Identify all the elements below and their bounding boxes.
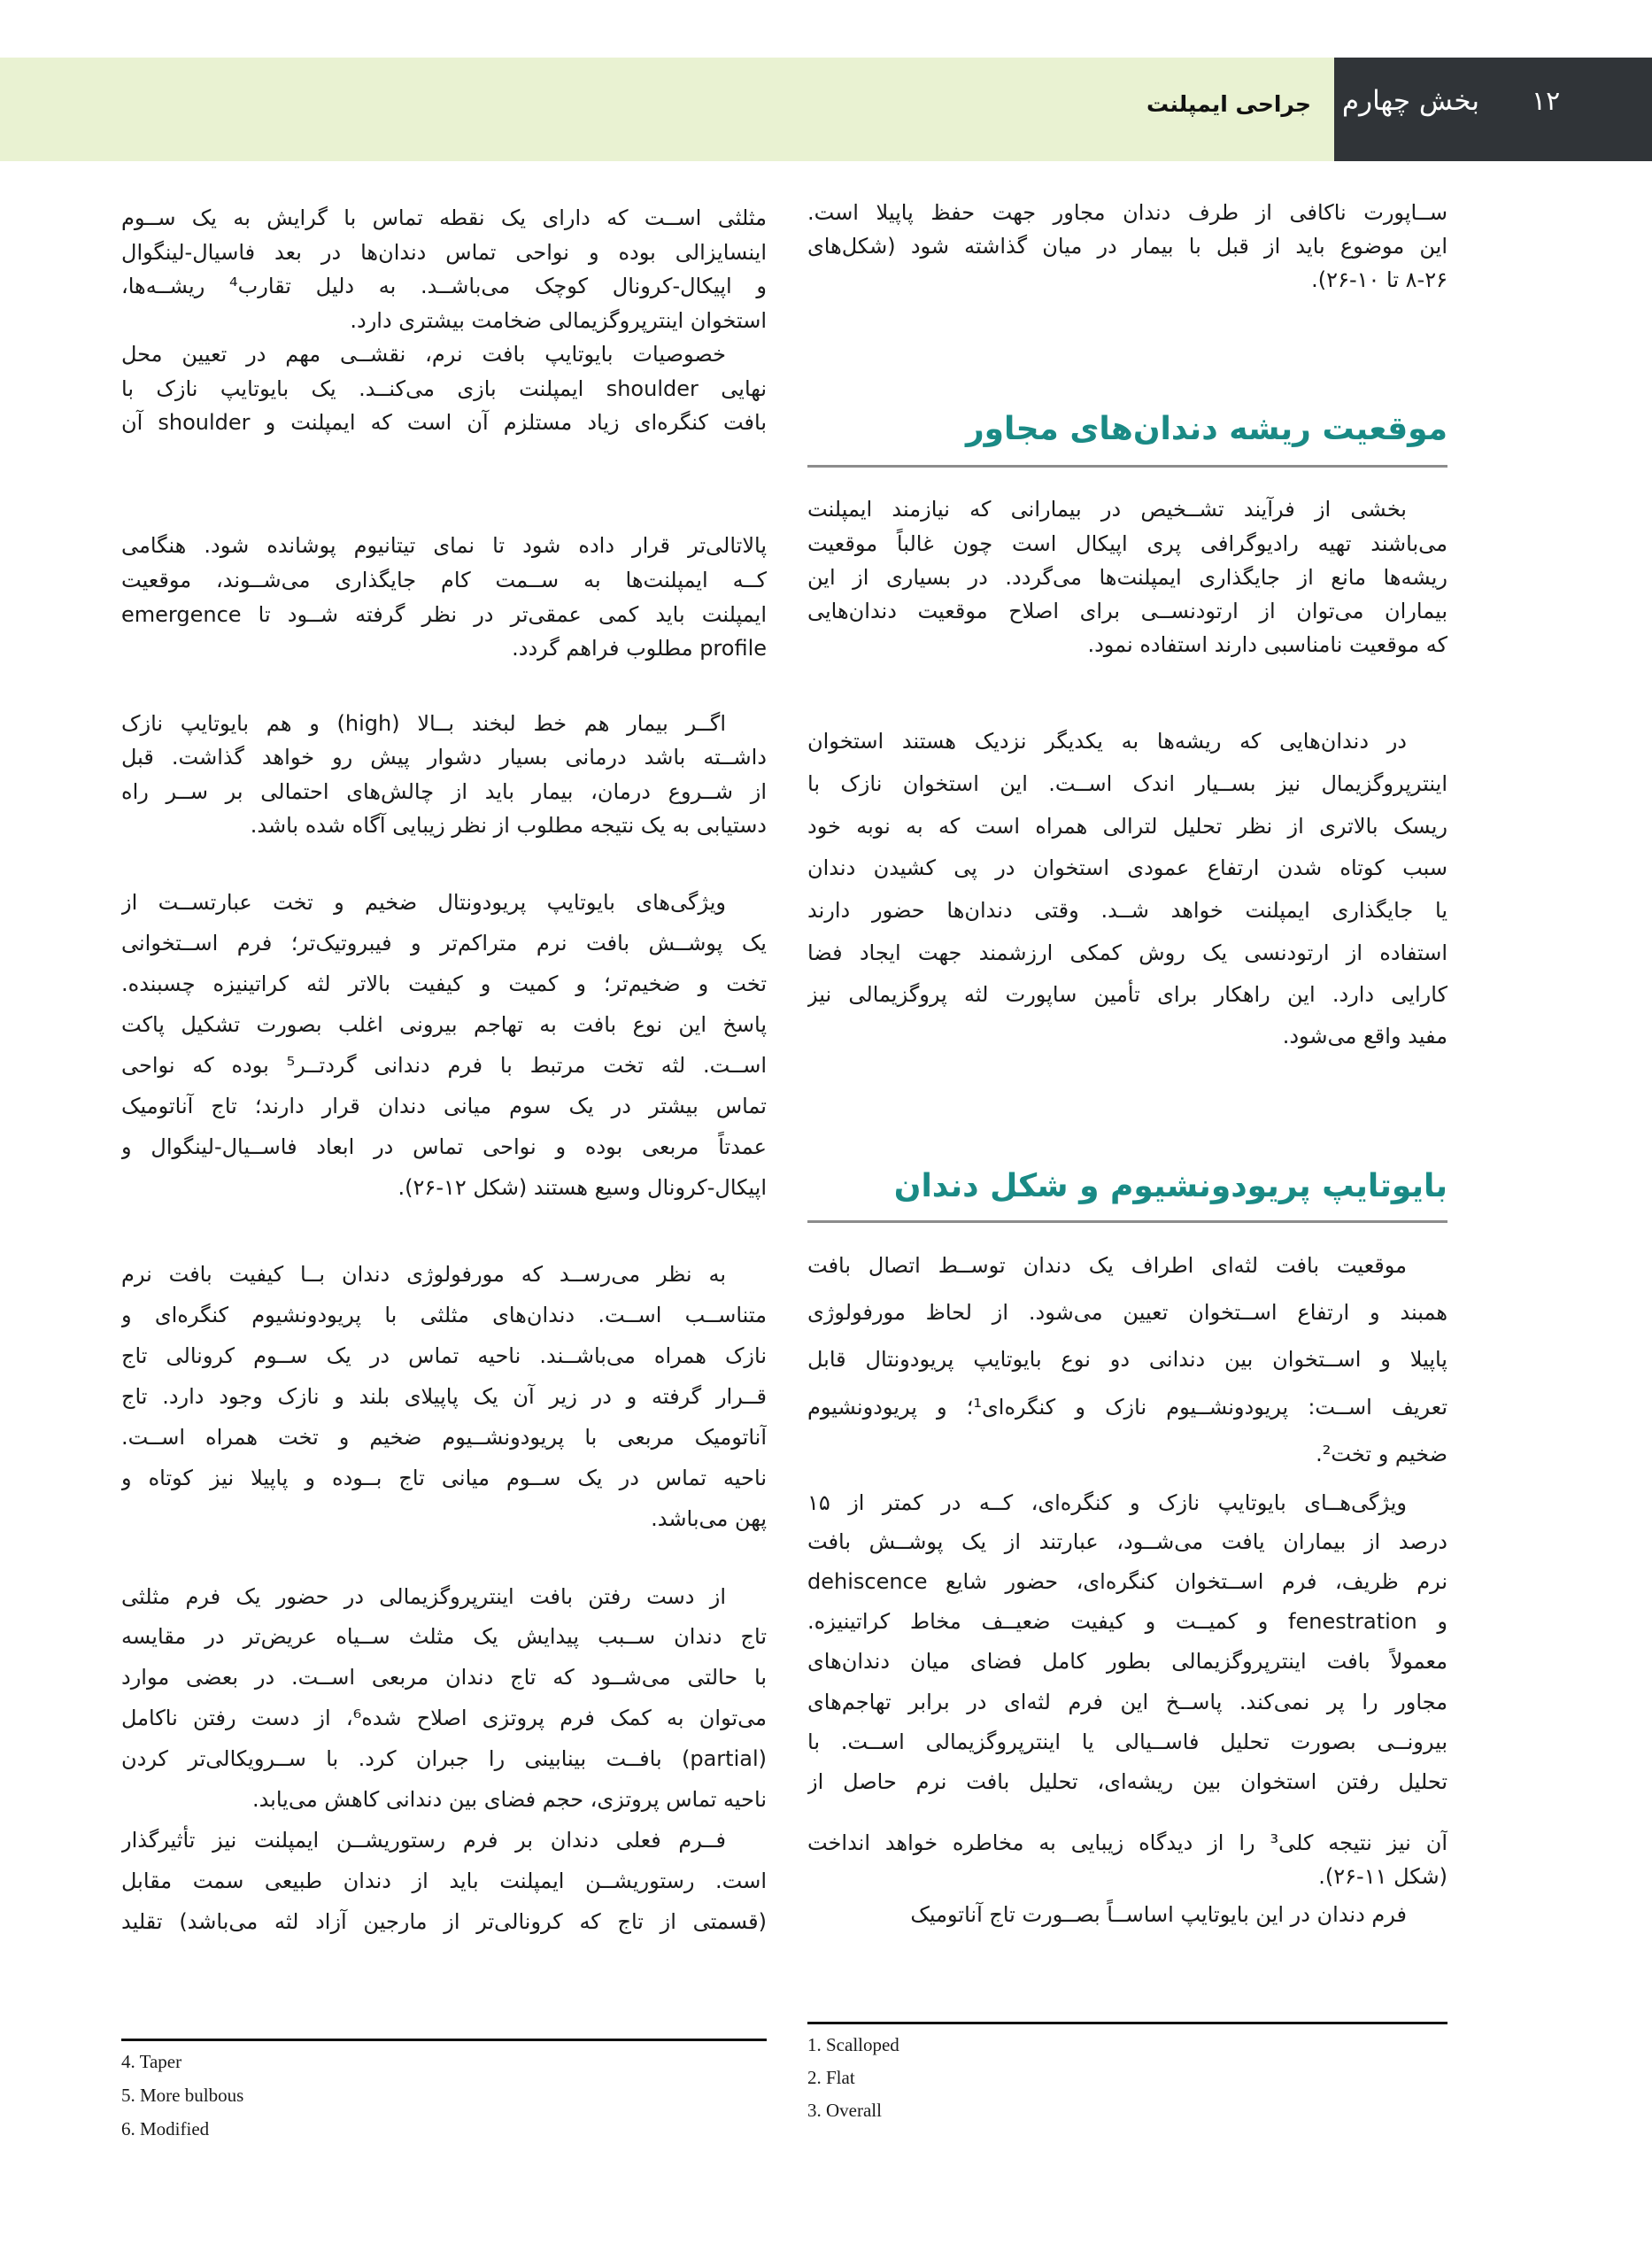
body-line: و اپیکال-کرونال کوچک می‌باشــد. به دلیل تقارب⁴ ریشــه‌ها،	[121, 274, 767, 298]
footnote-rule	[807, 2022, 1447, 2024]
body-line: پاسخ این نوع بافت به تهاجم بیرونی اغلب بصورت تشکیل پاکت	[121, 1012, 767, 1037]
body-line: می‌باشند تهیه رادیوگرافی پری اپیکال است چون غالباً موقعیت	[807, 531, 1447, 556]
body-line: اپیکال-کرونال وسیع هستند (شکل ۱۲-۲۶).	[398, 1175, 767, 1200]
body-line: پهن می‌باشد.	[651, 1506, 767, 1531]
heading-rule	[807, 465, 1447, 468]
body-line: ایمپلنت باید کمی عمقی‌تر در نظر گرفته شــود تا emergence	[121, 602, 767, 627]
body-line: اســت. لثه تخت مرتبط با فرم دندانی گردتــر⁵ بوده که نواحی	[121, 1053, 767, 1078]
body-line: می‌توان به کمک فرم پروتزی اصلاح شده⁶، از دست رفتن ناکامل	[121, 1706, 767, 1730]
chapter-label: بخش چهارم	[1341, 85, 1479, 117]
body-line: آن نیز نتیجه کلی³ را از دیدگاه زیبایی به مخاطره خواهد انداخت	[807, 1830, 1447, 1855]
body-line: است. رستوریشــن ایمپلنت باید از دندان طبیعی سمت مقابل	[121, 1869, 767, 1893]
footnote: 1. Scalloped	[807, 2034, 899, 2055]
body-line: ریسک بالاتری از نظر تحلیل لترالی همراه است که به نوبه خود	[807, 814, 1447, 839]
body-line: از شــروع درمان، بیمار باید از چالش‌های احتمالی بر ســر راه	[121, 779, 767, 804]
body-line: ریشه‌ها مانع از جایگذاری ایمپلنت‌ها می‌گردد. در بسیاری از این	[807, 565, 1447, 590]
body-line: بخشی از فرآیند تشــخیص در بیمارانی که نیازمند ایمپلنت	[807, 497, 1407, 522]
body-line: متناســب اســت. دندان‌های مثلثی با پریودونشیوم کنگره‌ای و	[121, 1303, 767, 1327]
body-line: استخوان اینترپروگزیمالی ضخامت بیشتری دارد.	[350, 308, 767, 333]
body-line: آناتومیک مربعی با پریودونشــیوم ضخیم و تخت همراه اســت.	[121, 1425, 767, 1450]
body-line: یا جایگذاری ایمپلنت خواهد شــد. وقتی دندان‌ها حضور دارند	[807, 898, 1447, 923]
body-line: ضخیم و تخت².	[1316, 1442, 1447, 1466]
body-line: عمدتاً مربعی بوده و نواحی تماس در ابعاد فاســیال-لینگوال و	[121, 1134, 767, 1159]
running-title: جراحی ایمپلنت	[1146, 91, 1311, 117]
body-line: مفید واقع می‌شود.	[1282, 1024, 1447, 1048]
body-line: کــه ایمپلنت‌ها به ســمت کام جایگذاری می‌شــوند، موقعیت	[121, 568, 767, 592]
body-line: ویژگی‌های بایوتایپ پریودونتال ضخیم و تخت عبارتســت از	[121, 890, 726, 915]
section-heading: موقعیت ریشه دندان‌های مجاور	[965, 411, 1447, 447]
body-line: ناحیه تماس پروتزی، حجم فضای بین دندانی کاهش می‌یابد.	[251, 1787, 767, 1812]
body-line: اینسایزالی بوده و نواحی تماس دندان‌ها در بعد فاسیال-لینگوال	[121, 240, 767, 265]
body-line: بافت کنگره‌ای زیاد مستلزم آن است که ایمپلنت و shoulder آن	[121, 410, 767, 435]
body-line: خصوصیات بایوتایپ بافت نرم، نقشــی مهم در تعیین محل	[121, 342, 726, 367]
body-line: با حالتی می‌شــود که تاج دندان مربعی اســت. در بعضی موارد	[121, 1665, 767, 1690]
body-line: نهایی shoulder ایمپلنت بازی می‌کنــد. یک بایوتایپ نازک با	[121, 376, 767, 401]
body-line: قــرار گرفته و در زیر آن یک پاپیلای بلند و نازک وجود دارد. تاج	[121, 1384, 767, 1409]
body-line: تخت و ضخیم‌تر؛ و کمیت و کیفیت بالاتر لثه کراتینیزه چسبنده.	[121, 971, 767, 996]
body-line: profile مطلوب فراهم گردد.	[512, 636, 767, 661]
body-line: پالاتالی‌تر قرار داده شود تا نمای تیتانیوم پوشانده شود. هنگامی	[121, 533, 767, 558]
body-line: تاج دندان ســبب پیدایش یک مثلث ســیاه عریض‌تر در مقایسه	[121, 1624, 767, 1649]
body-line: مجاور را پر نمی‌کند. پاســخ این فرم لثه‌ای در برابر تهاجم‌های	[807, 1690, 1447, 1714]
body-line: یک پوشــش بافت نرم متراکم‌تر و فیبروتیک‌تر؛ فرم اســتخوانی	[121, 931, 767, 956]
body-line: همبند و ارتفاع اســتخوان تعیین می‌شود. از لحاظ مورفولوژی	[807, 1300, 1447, 1325]
body-line: بیرونــی بصورت تحلیل فاســیالی یا اینترپروگزیمالی اســت. با	[807, 1729, 1447, 1754]
body-line: درصد از بیماران یافت می‌شــود، عبارتند از یک پوشــش بافت	[807, 1529, 1447, 1554]
body-line: (قسمتی از تاج که کرونالی‌تر از مارجین آزاد لثه می‌باشد) تقلید	[121, 1909, 767, 1934]
body-line: در دندان‌هایی که ریشه‌ها به یکدیگر نزدیک هستند استخوان	[807, 729, 1407, 754]
body-line: که موقعیت نامناسبی دارند استفاده نمود.	[1087, 632, 1447, 657]
body-line: به نظر می‌رســد که مورفولوژی دندان بــا کیفیت بافت نرم	[121, 1262, 726, 1287]
body-line: ســاپورت ناکافی از طرف دندان مجاور جهت حفظ پاپیلا است.	[807, 200, 1447, 225]
page-number: ۱۲	[1532, 86, 1561, 117]
body-line: تحلیل رفتن استخوان بین ریشه‌ای، تحلیل بافت نرم حاصل از	[807, 1769, 1447, 1794]
body-line: فرم دندان در این بایوتایپ اساســاً بصــورت تاج آناتومیک	[910, 1902, 1407, 1927]
body-line: تماس بیشتر در یک سوم میانی دندان قرار دارند؛ تاج آناتومیک	[121, 1094, 767, 1118]
footnote: 2. Flat	[807, 2067, 855, 2088]
body-line: اگــر بیمار هم خط لبخند بــالا (high) و هم بایوتایپ نازک	[121, 711, 726, 736]
body-line: ۸-۲۶ تا ۱۰-۲۶).	[1311, 267, 1447, 292]
body-line: نرم ظریف، فرم اســتخوان کنگره‌ای، حضور شایع dehiscence	[807, 1569, 1447, 1594]
body-line: اینترپروگزیمال نیز بســیار اندک اســت. این استخوان نازک با	[807, 771, 1447, 796]
footnote: 3. Overall	[807, 2100, 882, 2121]
section-heading: بایوتایپ پریودونشیوم و شکل دندان	[893, 1168, 1447, 1204]
body-line: از دست رفتن بافت اینترپروگزیمالی در حضور یک فرم مثلثی	[121, 1584, 726, 1609]
body-line: مثلثی اســت که دارای یک نقطه تماس با گرایش به یک ســوم	[121, 205, 767, 230]
body-line: و fenestration و کمیــت و کیفیت ضعیــف مخاط کراتینیزه.	[807, 1609, 1447, 1634]
body-line: این موضوع باید از قبل با بیمار در میان گذاشته شود (شکل‌های	[807, 234, 1447, 259]
body-line: ناحیه تماس در یک ســوم میانی تاج بــوده و پاپیلا نیز کوتاه و	[121, 1466, 767, 1490]
body-line: ویژگی‌هــای بایوتایپ نازک و کنگره‌ای، کــه در کمتر از ۱۵	[807, 1490, 1407, 1515]
body-line: سبب کوتاه شدن ارتفاع عمودی استخوان در پی کشیدن دندان	[807, 855, 1447, 880]
heading-rule	[807, 1220, 1447, 1223]
left-column	[121, 0, 767, 2267]
body-line: (partial) بافــت بینابینی را جبران کرد. با ســرویکالی‌تر کردن	[121, 1746, 767, 1771]
body-line: معمولاً بافت اینترپروگزیمالی بطور کامل فضای میان دندان‌های	[807, 1649, 1447, 1674]
footnote: 5. More bulbous	[121, 2085, 244, 2106]
body-line: داشــته باشد درمانی بسیار دشوار پیش رو خواهد گذاشت. قبل	[121, 745, 767, 770]
footnote: 6. Modified	[121, 2118, 210, 2139]
body-line: نازک همراه می‌باشــند. ناحیه تماس در یک ســوم کرونالی تاج	[121, 1343, 767, 1368]
footnote-rule	[121, 2039, 767, 2041]
body-line: کارایی دارد. این راهکار برای تأمین ساپورت لثه پروگزیمالی نیز	[807, 982, 1447, 1007]
body-line: فــرم فعلی دندان بر فرم رستوریشــن ایمپلنت نیز تأثیرگذار	[121, 1828, 726, 1853]
right-column	[807, 0, 1447, 2267]
body-line: بیماران می‌توان از ارتودنســی برای اصلاح موقعیت دندان‌هایی	[807, 599, 1447, 623]
body-line: تعریف اســت: پریودونشــیوم نازک و کنگره‌ای¹؛ و پریودونشیوم	[807, 1395, 1447, 1420]
footnote: 4. Taper	[121, 2051, 182, 2072]
body-line: موقعیت بافت لثه‌ای اطراف یک دندان توســط اتصال بافت	[807, 1253, 1407, 1278]
body-line: پاپیلا و اســتخوان بین دندانی دو نوع بایوتایپ پریودونتال قابل	[807, 1347, 1447, 1372]
body-line: (شکل ۱۱-۲۶).	[1318, 1864, 1447, 1889]
body-line: دستیابی به یک نتیجه مطلوب از نظر زیبایی آگاه شده باشد.	[250, 813, 767, 838]
body-line: استفاده از ارتودنسی یک روش کمکی ارزشمند جهت ایجاد فضا	[807, 940, 1447, 965]
